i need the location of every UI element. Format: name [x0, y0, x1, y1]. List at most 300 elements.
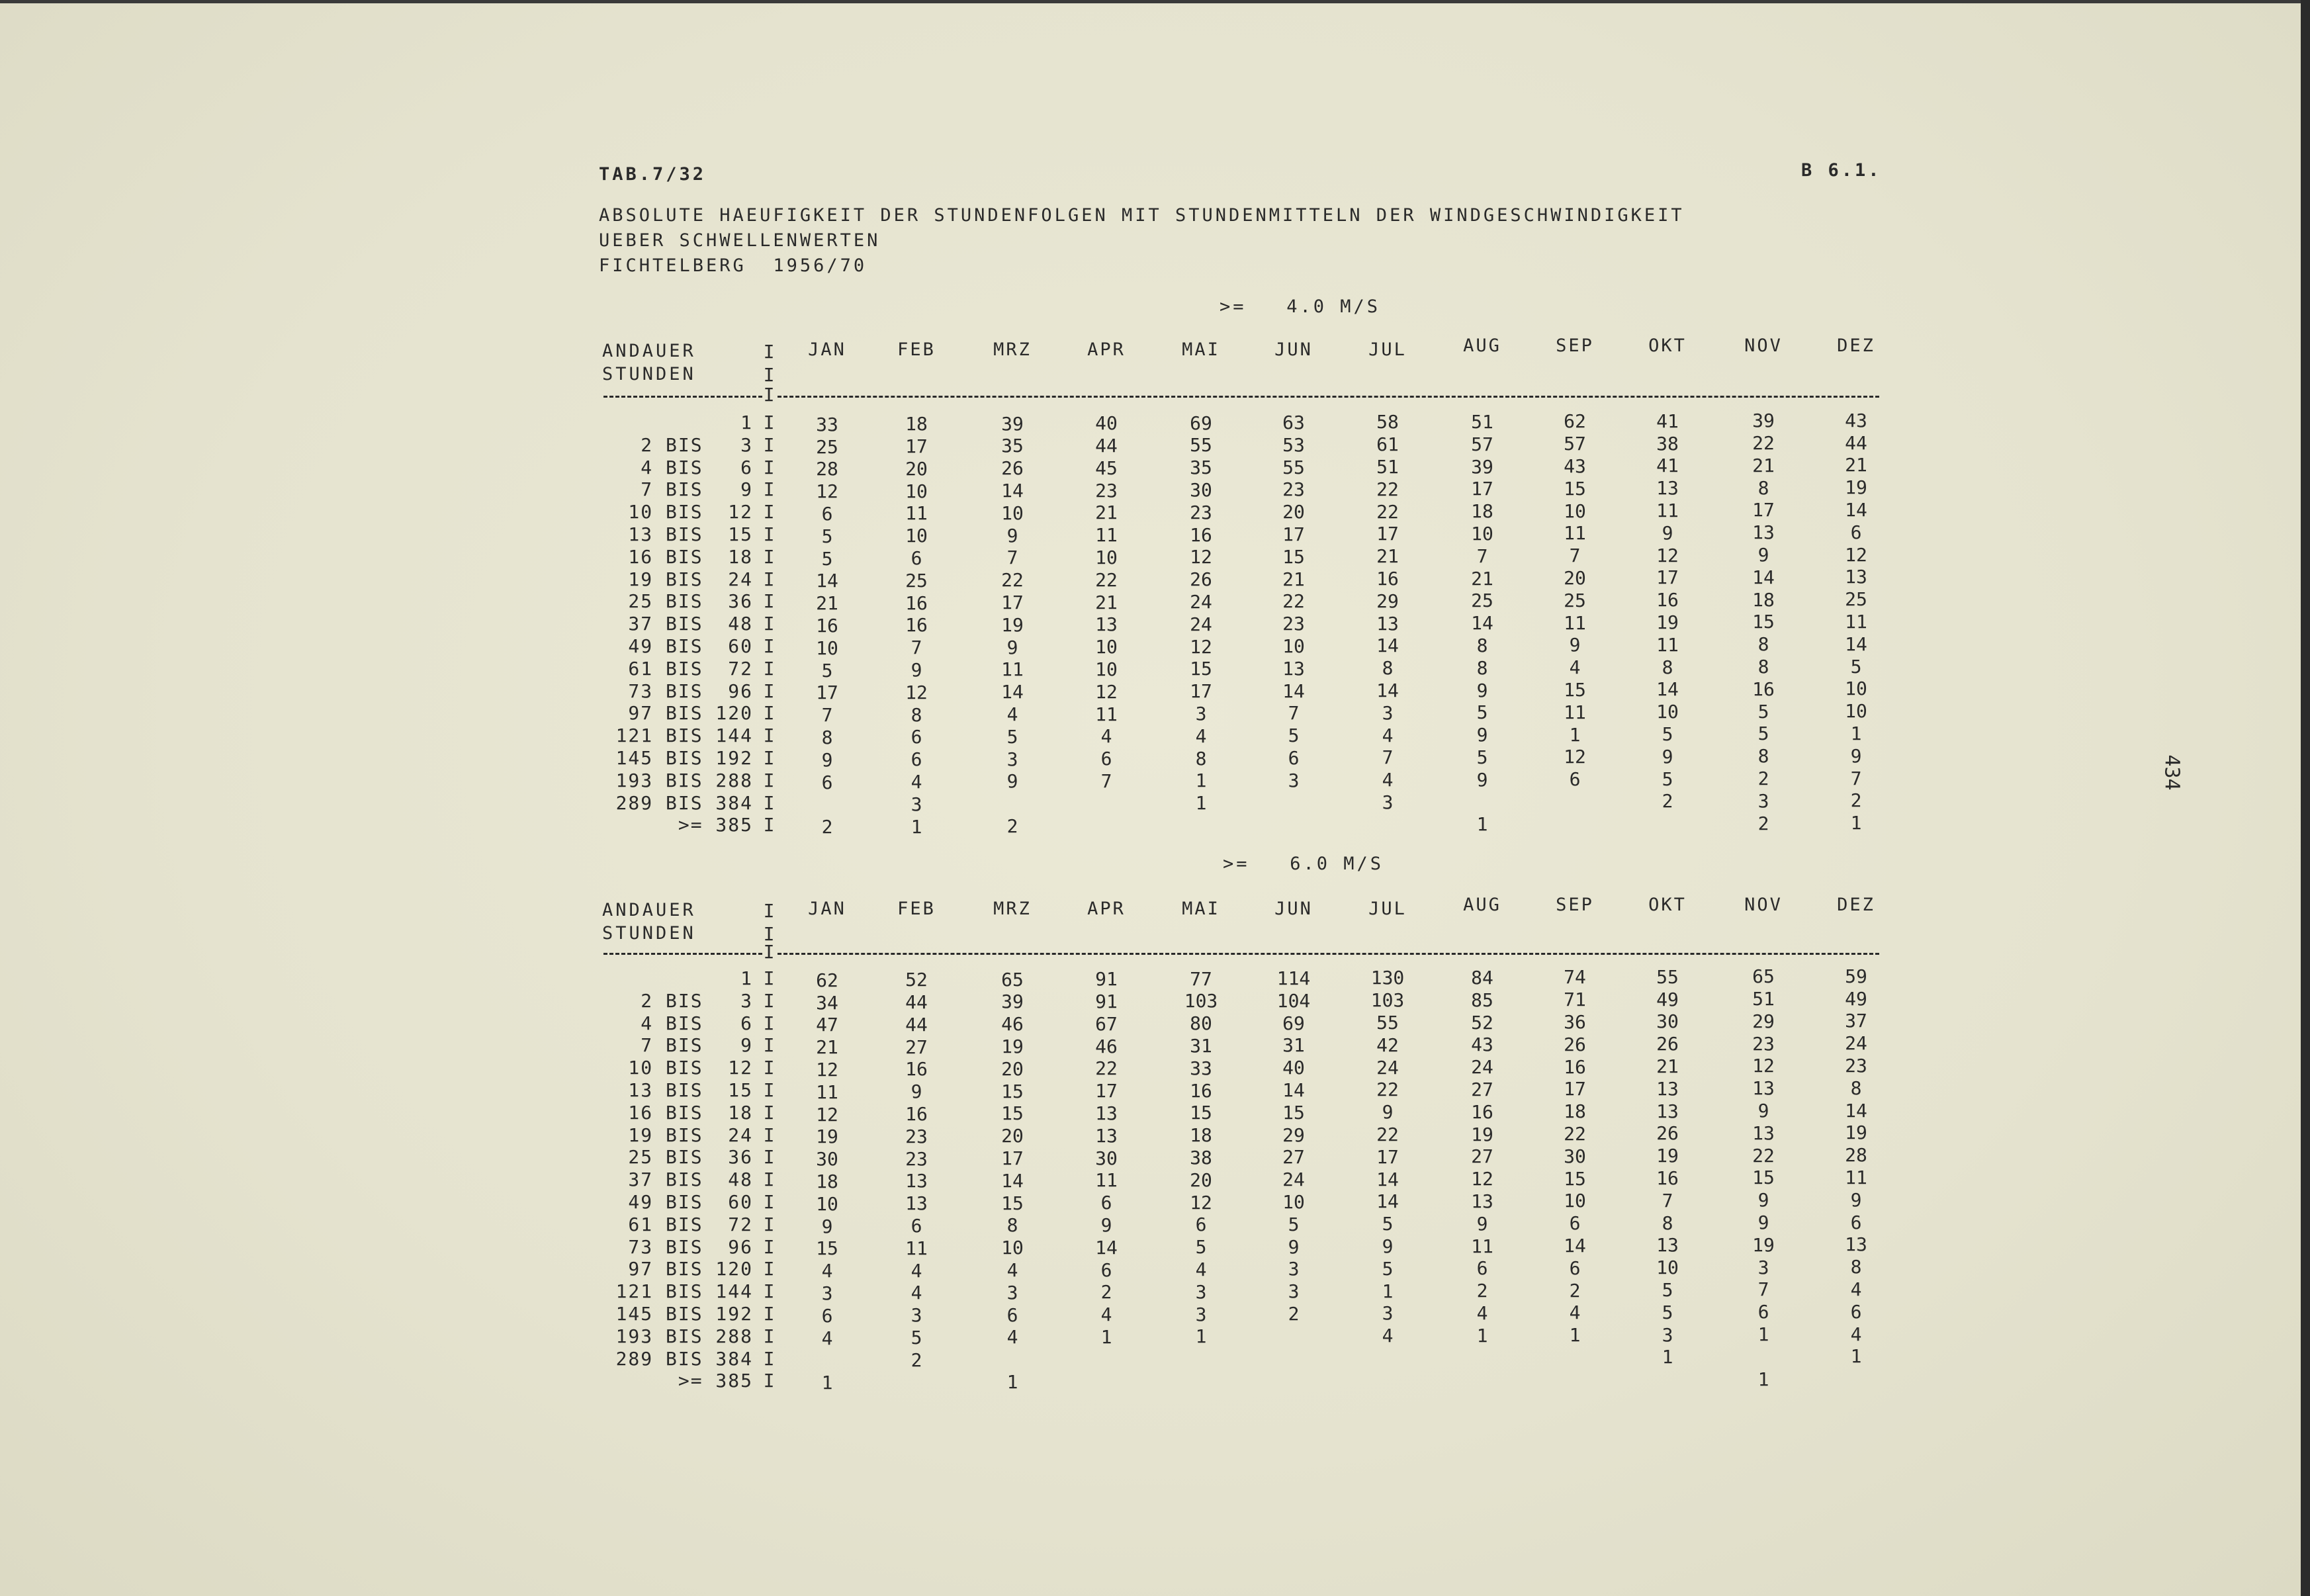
cell-value: 14 [1376, 1190, 1399, 1213]
cell-value: 14 [1376, 1168, 1399, 1190]
table-id: TAB.7/32 [599, 164, 707, 185]
cell-value: 6 [1476, 1257, 1488, 1280]
cell-value: 1 [911, 815, 922, 838]
cell-value: 7 [1288, 702, 1300, 725]
cell-value: 9 [1850, 744, 1862, 767]
cell-value: 30 [1190, 478, 1212, 501]
title-line-3: FICHTELBERG 1956/70 [599, 255, 867, 276]
cell-value: 33 [1190, 1057, 1212, 1079]
cell-value: 4 [1006, 1259, 1018, 1282]
cell-value: 12 [905, 681, 928, 703]
cell-value: 22 [1752, 1144, 1775, 1167]
cell-value: 15 [1282, 1101, 1305, 1124]
cell-value: 5 [1757, 723, 1769, 745]
cell-value: 15 [1752, 1167, 1775, 1189]
cell-value: 4 [1850, 1278, 1862, 1300]
cell-value: 22 [1095, 1057, 1118, 1080]
cell-value: 9 [1476, 679, 1488, 701]
cell-value: 8 [1476, 634, 1488, 656]
month-header-mai: MAI [1182, 899, 1220, 919]
cell-value: 2 [1476, 1280, 1488, 1302]
cell-value: 21 [1845, 454, 1867, 476]
column-separator: I [763, 1034, 775, 1057]
cell-value: 15 [1001, 1080, 1024, 1102]
cell-value: 3 [1382, 791, 1394, 814]
cell-value: 44 [905, 1013, 928, 1036]
cell-value: 11 [816, 1081, 838, 1103]
cell-value: 9 [1476, 724, 1488, 746]
cell-value: 26 [1190, 568, 1212, 591]
cell-value: 63 [1282, 412, 1305, 433]
column-separator: I [763, 1258, 775, 1280]
column-separator: I [763, 1057, 775, 1079]
row-label: 289 BIS 384 [615, 791, 753, 814]
cell-value: 55 [1282, 456, 1305, 478]
cell-value: 23 [905, 1147, 928, 1170]
row-label: 49 BIS 60 [628, 635, 753, 657]
row-label: 25 BIS 36 [628, 1146, 753, 1169]
cell-value: 17 [1190, 680, 1212, 703]
cell-value: 26 [1001, 457, 1024, 480]
row-label: 61 BIS 72 [628, 1213, 753, 1235]
cell-value: 4 [821, 1327, 833, 1349]
month-header-jun: JUN [1274, 339, 1313, 360]
cell-value: 18 [1752, 588, 1775, 611]
cell-value: 69 [1190, 412, 1212, 434]
cell-value: 65 [1001, 968, 1024, 991]
cell-value: 9 [1382, 1235, 1394, 1258]
row-label: 49 BIS 60 [628, 1191, 753, 1213]
cell-value: 8 [1757, 633, 1769, 656]
cell-value: 22 [1376, 478, 1399, 500]
cell-value: 4 [1195, 725, 1207, 747]
cell-value: 3 [1195, 1303, 1207, 1325]
row-label: 37 BIS 48 [628, 613, 753, 635]
cell-value: 18 [905, 413, 928, 435]
cell-value: 6 [1850, 521, 1862, 543]
row-label: 4 BIS 6 [641, 1012, 753, 1034]
cell-value: 38 [1190, 1146, 1212, 1169]
cell-value: 55 [1656, 965, 1679, 988]
cell-value: 25 [816, 435, 838, 458]
cell-value: 33 [816, 413, 838, 435]
cell-value: 15 [816, 1237, 838, 1260]
cell-value: 10 [1845, 700, 1867, 723]
cell-value: 5 [1288, 1213, 1300, 1235]
cell-value: 9 [1382, 1101, 1394, 1124]
cell-value: 6 [911, 748, 922, 771]
cell-value: 15 [1564, 1167, 1586, 1190]
month-header-okt: OKT [1648, 895, 1687, 915]
cell-value: 9 [1757, 1189, 1769, 1212]
cell-value: 5 [1662, 1301, 1673, 1323]
month-header-apr: APR [1087, 339, 1126, 360]
cell-value: 36 [1564, 1010, 1586, 1033]
cell-value: 35 [1190, 457, 1212, 479]
cell-value: 77 [1190, 967, 1212, 990]
cell-value: 3 [1382, 1302, 1394, 1325]
cell-value: 30 [1095, 1147, 1118, 1169]
cell-value: 2 [911, 1349, 922, 1371]
cell-value: 25 [905, 569, 928, 592]
cell-value: 16 [1656, 1167, 1679, 1189]
cell-value: 5 [911, 1327, 922, 1349]
cell-value: 84 [1471, 966, 1493, 989]
cell-value: 10 [1845, 678, 1867, 700]
cell-value: 58 [1376, 411, 1399, 433]
cell-value: 11 [1564, 701, 1586, 723]
cell-value: 44 [905, 991, 928, 1013]
cell-value: 18 [1471, 500, 1493, 523]
cell-value: 62 [1564, 410, 1586, 433]
cell-value: 3 [821, 1282, 833, 1304]
scan-edge-right [2301, 0, 2310, 1596]
cell-value: 43 [1845, 409, 1867, 431]
cell-value: 23 [1845, 1054, 1867, 1077]
cell-value: 46 [1095, 1035, 1118, 1057]
cell-value: 16 [905, 592, 928, 614]
cell-value: 52 [905, 969, 928, 991]
cell-value: 52 [1471, 1011, 1493, 1034]
title-line-2: UEBER SCHWELLENWERTEN [599, 230, 881, 251]
cell-value: 4 [1006, 1326, 1018, 1349]
cell-value: 51 [1471, 410, 1493, 433]
cell-value: 11 [1656, 500, 1679, 521]
cell-value: 27 [905, 1036, 928, 1058]
cell-value: 1 [1850, 722, 1862, 744]
cell-value: 1 [1195, 770, 1207, 792]
cell-value: 7 [1006, 547, 1018, 569]
cell-value: 20 [1190, 1169, 1212, 1191]
cell-value: 3 [1757, 1256, 1769, 1278]
cell-value: 39 [1001, 412, 1024, 435]
cell-value: 9 [821, 748, 833, 771]
cell-value: 17 [1752, 499, 1775, 521]
cell-value: 7 [1662, 1189, 1673, 1212]
month-header-jul: JUL [1368, 339, 1407, 360]
cell-value: 67 [1095, 1012, 1118, 1035]
cell-value: 12 [816, 480, 838, 503]
cell-value: 14 [1845, 1099, 1867, 1122]
cell-value: 6 [911, 726, 922, 748]
cell-value: 11 [1095, 524, 1118, 547]
row-label: 61 BIS 72 [628, 657, 753, 680]
cell-value: 24 [1471, 1056, 1493, 1079]
column-separator: I [763, 613, 775, 635]
threshold-label: >= 4.0 M/S [1220, 296, 1381, 317]
cell-value: 28 [1845, 1144, 1867, 1167]
cell-value: 3 [1195, 702, 1207, 725]
cell-value: 12 [1845, 543, 1867, 566]
cell-value: 21 [1095, 591, 1118, 613]
column-separator: I [763, 433, 775, 456]
cell-value: 14 [1845, 633, 1867, 655]
column-separator: I [763, 501, 775, 523]
cell-value: 9 [1569, 634, 1581, 656]
column-label-andauer: ANDAUER [602, 900, 696, 920]
cell-value: 1 [1569, 1324, 1581, 1347]
cell-value: 2 [1100, 1281, 1112, 1304]
cell-value: 17 [1376, 523, 1399, 545]
cell-value: 37 [1845, 1010, 1867, 1032]
cell-value: 1 [1195, 1325, 1207, 1348]
cell-value: 13 [1376, 612, 1399, 635]
cell-value: 24 [1190, 590, 1212, 613]
cell-value: 7 [1569, 545, 1581, 567]
cell-value: 13 [1095, 1124, 1118, 1147]
cell-value: 35 [1001, 435, 1024, 457]
cell-value: 21 [816, 1036, 838, 1059]
column-separator: I [763, 364, 775, 386]
page-number: 434 [2160, 754, 2184, 791]
cell-value: 13 [1752, 1122, 1775, 1144]
row-label: 193 BIS 288 [615, 1325, 753, 1347]
row-label: 16 BIS 18 [628, 1101, 753, 1124]
column-separator: I [763, 1169, 775, 1191]
cell-value: 4 [1569, 656, 1581, 679]
cell-value: 6 [821, 771, 833, 793]
row-label: 121 BIS 144 [615, 725, 753, 747]
cell-value: 6 [1569, 1257, 1581, 1279]
cell-value: 17 [1376, 1145, 1399, 1168]
cell-value: 15 [1564, 678, 1586, 701]
cell-value: 11 [905, 502, 928, 525]
cell-value: 14 [1001, 681, 1024, 703]
cell-value: 1 [1382, 1280, 1394, 1302]
cell-value: 34 [816, 991, 838, 1014]
cell-value: 19 [1656, 611, 1679, 633]
cell-value: 4 [1569, 1302, 1581, 1324]
cell-value: 28 [816, 458, 838, 480]
cell-value: 12 [1471, 1168, 1493, 1190]
cell-value: 11 [905, 1237, 928, 1259]
cell-value: 9 [1006, 636, 1018, 658]
cell-value: 5 [821, 659, 833, 682]
row-label: >= 385 [678, 1370, 753, 1392]
row-label: 289 BIS 384 [615, 1347, 753, 1370]
cell-value: 3 [1288, 769, 1300, 791]
cell-value: 21 [1752, 454, 1775, 476]
cell-value: 21 [1471, 567, 1493, 590]
row-label: 145 BIS 192 [615, 747, 753, 769]
column-separator: I [763, 523, 775, 545]
cell-value: 20 [1001, 1057, 1024, 1080]
cell-value: 19 [1656, 1145, 1679, 1167]
cell-value: 3 [1006, 748, 1018, 770]
column-separator: I [763, 791, 775, 814]
cell-value: 40 [1282, 1057, 1305, 1079]
cell-value: 16 [905, 1058, 928, 1081]
column-separator: I [763, 814, 775, 836]
cell-value: 7 [1382, 746, 1394, 769]
cell-value: 44 [1095, 434, 1118, 457]
cell-value: 10 [1564, 500, 1586, 522]
cell-value: 15 [1190, 1102, 1212, 1124]
cell-value: 16 [1376, 568, 1399, 590]
month-header-feb: FEB [897, 899, 936, 919]
column-separator: I [763, 900, 775, 922]
cell-value: 13 [1845, 1233, 1867, 1256]
cell-value: 17 [1282, 523, 1305, 545]
cell-value: 14 [1001, 1169, 1024, 1192]
column-separator: I [763, 1303, 775, 1325]
cell-value: 3 [1288, 1280, 1300, 1303]
column-separator: I [763, 657, 775, 680]
cell-value: 21 [1282, 568, 1305, 590]
column-separator: I [763, 412, 775, 433]
header-rule-right [777, 953, 1879, 955]
cell-value: 57 [1564, 433, 1586, 455]
cell-value: 53 [1282, 433, 1305, 456]
cell-value: 24 [1190, 613, 1212, 635]
month-header-nov: NOV [1744, 335, 1783, 356]
row-label: 4 BIS 6 [641, 456, 753, 478]
cell-value: 9 [1006, 770, 1018, 793]
cell-value: 5 [1662, 768, 1673, 790]
cell-value: 21 [1095, 502, 1118, 524]
cell-value: 9 [1757, 1100, 1769, 1122]
cell-value: 4 [911, 771, 922, 793]
column-separator: I [763, 941, 775, 963]
cell-value: 6 [1195, 1214, 1207, 1236]
column-separator: I [763, 384, 775, 406]
cell-value: 13 [905, 1170, 928, 1192]
cell-value: 18 [1564, 1100, 1586, 1123]
cell-value: 22 [1095, 568, 1118, 591]
column-label-stunden: STUNDEN [602, 364, 696, 384]
cell-value: 2 [1757, 812, 1769, 834]
cell-value: 23 [1282, 613, 1305, 635]
cell-value: 12 [1564, 746, 1586, 768]
cell-value: 25 [1564, 589, 1586, 611]
month-header-okt: OKT [1648, 335, 1687, 356]
cell-value: 6 [1757, 1301, 1769, 1323]
cell-value: 4 [821, 1260, 833, 1282]
cell-value: 5 [1476, 701, 1488, 724]
row-label: >= 385 [678, 814, 753, 836]
cell-value: 3 [1382, 701, 1394, 724]
cell-value: 2 [821, 816, 833, 838]
row-label: 1 [740, 412, 753, 433]
cell-value: 17 [1656, 566, 1679, 589]
cell-value: 1 [821, 1372, 833, 1394]
cell-value: 42 [1376, 1034, 1399, 1056]
cell-value: 13 [1282, 657, 1305, 680]
cell-value: 38 [1656, 432, 1679, 455]
cell-value: 19 [1752, 1233, 1775, 1256]
cell-value: 19 [1471, 1123, 1493, 1145]
cell-value: 49 [1656, 988, 1679, 1010]
cell-value: 39 [1001, 991, 1024, 1013]
cell-value: 10 [1095, 546, 1118, 568]
column-separator: I [763, 1213, 775, 1235]
title-line-1: ABSOLUTE HAEUFIGKEIT DER STUNDENFOLGEN MIT STUNDENMITTELN DER WINDGESCHWINDIGKEIT [599, 205, 1685, 226]
cell-value: 9 [911, 1081, 922, 1103]
column-separator: I [763, 725, 775, 747]
cell-value: 23 [905, 1125, 928, 1147]
column-separator: I [763, 456, 775, 478]
cell-value: 22 [1376, 500, 1399, 523]
cell-value: 13 [1845, 566, 1867, 588]
cell-value: 49 [1845, 987, 1867, 1010]
cell-value: 4 [1006, 703, 1018, 726]
cell-value: 8 [1662, 656, 1673, 678]
column-separator: I [763, 341, 775, 363]
row-label: 25 BIS 36 [628, 590, 753, 613]
cell-value: 20 [905, 457, 928, 480]
column-separator: I [763, 680, 775, 702]
cell-value: 19 [1845, 476, 1867, 499]
cell-value: 4 [1382, 724, 1394, 746]
cell-value: 41 [1656, 410, 1679, 432]
cell-value: 19 [816, 1126, 838, 1148]
cell-value: 31 [1190, 1034, 1212, 1057]
cell-value: 3 [1006, 1281, 1018, 1304]
cell-value: 7 [1757, 1278, 1769, 1301]
cell-value: 17 [816, 682, 838, 704]
column-separator: I [763, 1079, 775, 1101]
cell-value: 11 [1095, 1169, 1118, 1192]
cell-value: 6 [1006, 1304, 1018, 1326]
cell-value: 4 [1476, 1302, 1488, 1324]
cell-value: 11 [1845, 1166, 1867, 1188]
cell-value: 14 [1845, 498, 1867, 521]
cell-value: 16 [905, 1103, 928, 1125]
column-separator: I [763, 702, 775, 725]
cell-value: 22 [1564, 1122, 1586, 1145]
cell-value: 10 [1282, 1191, 1305, 1213]
cell-value: 22 [1282, 590, 1305, 613]
cell-value: 10 [905, 480, 928, 502]
cell-value: 17 [1095, 1080, 1118, 1102]
cell-value: 4 [1382, 1325, 1394, 1347]
cell-value: 30 [1564, 1145, 1586, 1167]
cell-value: 10 [816, 1192, 838, 1215]
cell-value: 16 [1656, 589, 1679, 611]
column-separator: I [763, 747, 775, 769]
column-separator: I [763, 769, 775, 791]
row-label: 1 [740, 967, 753, 989]
cell-value: 11 [1656, 633, 1679, 656]
cell-value: 1 [1476, 1324, 1488, 1347]
cell-value: 29 [1282, 1124, 1305, 1146]
column-separator: I [763, 1370, 775, 1392]
column-separator: I [763, 1325, 775, 1347]
cell-value: 45 [1095, 457, 1118, 479]
cell-value: 5 [1476, 746, 1488, 768]
cell-value: 85 [1471, 989, 1493, 1011]
cell-value: 1 [1757, 1323, 1769, 1346]
cell-value: 16 [1190, 523, 1212, 546]
cell-value: 11 [1564, 611, 1586, 634]
cell-value: 10 [1095, 636, 1118, 658]
cell-value: 13 [1095, 613, 1118, 636]
header-rule-left [603, 396, 762, 398]
cell-value: 10 [905, 525, 928, 547]
cell-value: 13 [905, 1192, 928, 1215]
cell-value: 6 [1100, 1259, 1112, 1281]
column-separator: I [763, 545, 775, 568]
cell-value: 2 [1662, 790, 1673, 813]
cell-value: 9 [1288, 1235, 1300, 1258]
row-label: 145 BIS 192 [615, 1303, 753, 1325]
row-label: 13 BIS 15 [628, 523, 753, 545]
cell-value: 20 [1282, 501, 1305, 523]
row-label: 2 BIS 3 [641, 989, 753, 1012]
column-separator: I [763, 1347, 775, 1370]
column-separator: I [763, 989, 775, 1012]
cell-value: 13 [1095, 1102, 1118, 1124]
